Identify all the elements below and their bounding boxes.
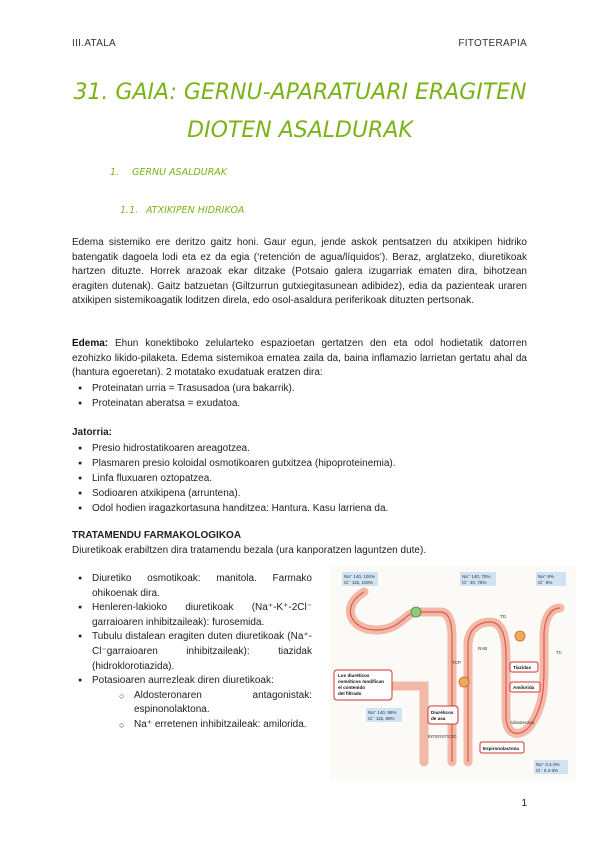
ion-text: Na⁺ 140, 75% (462, 574, 491, 579)
section-heading-1-1 (120, 205, 244, 216)
intro-paragraph: Edema sistemiko ere deritzo gaitz honi. Gaur egun, jende askok pentsatzen du atxikipen hidriko batengatik dagoela lodi eta ez da egia (‘retención de agua/líquidos’). Beraz, arglatzeko, diuretikoak hartzen dituzte. Horrek arazoak ekar ditzake (Potsaio galera izugarriak ematen dira, bihotzean eragiten dutenak). Gaitz batzuetan (Giltzurrun gutxiegitasunean adibidez), edia da pazienteak uraren atxikipen sistemikoagatik loditzen direla, edo osol-asaldura periferikoak dituzten pertsonak. (72, 237, 527, 307)
transporter-circle-3 (515, 631, 525, 641)
sub-list-item: ○ Aldosteronaren antagonistak: espinonolaktona. (72, 689, 312, 718)
jatorria-list (72, 441, 396, 516)
section-heading-1 (110, 167, 227, 178)
list-item: ● Odol hodien iragazkortasuna handitzea: Hantura. Kasu larriena da. (72, 501, 396, 516)
intersticio-text: INTERSTICIO (428, 734, 457, 739)
loop-diuretic-box (428, 706, 458, 724)
transporter-circle-2 (459, 677, 469, 687)
list-item: ● Proteinatan urria = Trasusadoa (ura bakarrik). (72, 381, 295, 396)
page-title-line2: DIOTEN ASALDURAK (187, 118, 413, 143)
ion-text: Cl⁻ 40, 75% (462, 580, 487, 585)
ion-text: Cl⁻ 0.4-3% (536, 768, 559, 773)
ion-text: Na⁺ 8% (538, 574, 554, 579)
list-item: ● Diuretiko osmotikoak: manitola. Farmako ohikoenak dira. (72, 572, 312, 601)
ion-text: Cl⁻ 115, 100% (344, 580, 374, 585)
tcp-text: TCP (452, 660, 461, 665)
header-right: FITOTERAPIA (458, 38, 527, 49)
page-title-line1: 31. GAIA: GERNU-APARATUARI ERAGITEN (73, 80, 527, 105)
nephron-svg (330, 566, 576, 780)
rab-text: RAB (478, 646, 488, 651)
tc-text: TC (556, 650, 562, 655)
list-item: ● Plasmaren presio koloidal osmotikoaren gutxitzea (hipoproteinemia). (72, 456, 396, 471)
amiloride-text: Amilorida (513, 685, 535, 690)
osmotic-label-text: el contenido (338, 685, 366, 690)
ion-text: Cl⁻ 115, 99% (368, 716, 395, 721)
osmotic-label-text: del filtrado (338, 691, 362, 696)
edema-text: Ehun konektiboko zelularteko espazioetan gertatzen den eta odol hodietatik datorren ezohizko likido-pilaketa. Edema sistemikoa ematea zaila da, baina inflamazio larrietan gertatu ahal da (hantura egoeretan). 2 motatako exudatuak eratzen dira: (72, 338, 527, 379)
transporter-circle-1 (411, 607, 421, 617)
loop-diuretic-text: Diuréticos (431, 710, 454, 715)
ion-text: Na⁺ 140, 99% (368, 710, 397, 715)
section-label: ATXIKIPEN HIDRIKOA (146, 205, 245, 216)
osmotic-label-text: Los diuréticos (338, 673, 370, 678)
diuretic-list (72, 572, 312, 733)
list-item: ● Proteinatan aberatsa = exudatoa. (72, 396, 295, 411)
jatorria-label: Jatorria: (72, 427, 113, 438)
section-number: 1.1. (120, 205, 139, 216)
list-item: ● Tubulu distalean eragiten duten diuretikoak (Na⁺-Cl⁻garraioaren inhibitzaileak): tiazidak (hidroklorotiazida). (72, 630, 312, 674)
ion-text: Na⁺ 0.4-3% (536, 762, 560, 767)
edema-list (72, 381, 295, 411)
ion-text: Cl⁻ 8% (538, 580, 553, 585)
tratamendu-heading: TRATAMENDU FARMAKOLOGIKOA (72, 530, 242, 541)
edema-paragraph (72, 337, 527, 381)
aldo-text: Aldosterona (510, 720, 535, 725)
sub-list-item: ○ Na⁺ erretenen inhibitzaileak: amilorida. (72, 718, 312, 733)
spiro-text: Espironolactona (483, 746, 519, 751)
list-item: ● Presio hidrostatikoaren areagotzea. (72, 441, 396, 456)
list-item: ● Henleren-lakioko diuretikoak (Na⁺-K⁺-2Cl⁻ garraioaren inhibitzaileak): furosemida. (72, 601, 312, 630)
td-text: TD (500, 614, 506, 619)
osmotic-label-text: osmóticos modifican (338, 679, 384, 684)
section-label: GERNU ASALDURAK (132, 167, 227, 178)
page-number: 1 (521, 798, 527, 809)
list-item: ● Sodioaren atxikipena (arruntena). (72, 486, 396, 501)
loop-diuretic-text: de asa (431, 716, 446, 721)
tratamendu-text: Diuretikoak erabiltzen dira tratamendu bezala (ura kanporatzen laguntzen dute). (72, 545, 427, 556)
nephron-diagram (330, 566, 576, 780)
thiazide-text: Tiazidas (513, 665, 532, 670)
ion-text: Na⁺ 140, 100% (344, 574, 375, 579)
list-item: ● Potasioaren aurrezleak diren diuretikoak: (72, 674, 312, 689)
header-left: III.ATALA (72, 38, 117, 49)
section-number: 1. (110, 167, 120, 178)
edema-label: Edema: (72, 338, 109, 349)
list-item: ● Linfa fluxuaren oztopatzea. (72, 471, 396, 486)
